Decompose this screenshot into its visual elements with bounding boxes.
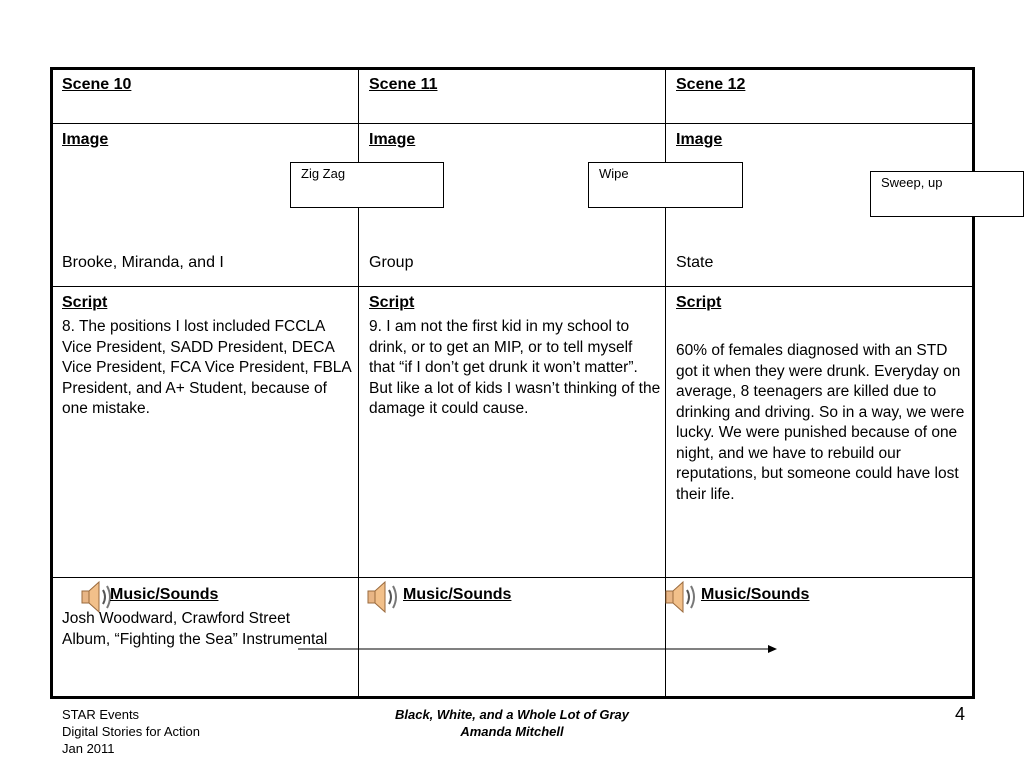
scene-11-script-heading: Script — [369, 294, 415, 311]
scene-12-music-heading: Music/Sounds — [701, 586, 810, 603]
transition-box-wipe — [588, 162, 743, 208]
scene-12-script-heading: Script — [676, 294, 722, 311]
scene-12-header: Scene 12 — [676, 76, 746, 93]
row-divider — [53, 577, 972, 578]
speaker-icon[interactable] — [366, 578, 402, 616]
scene-11-music-heading: Music/Sounds — [403, 586, 512, 603]
scene-10-image-heading: Image — [62, 131, 109, 148]
footer-category: Digital Stories for Action — [62, 724, 201, 739]
speaker-icon[interactable] — [664, 578, 700, 616]
scene-12-image-heading: Image — [676, 131, 723, 148]
scene-12-image-caption: State — [676, 254, 714, 271]
transition-box-sweep-up — [870, 171, 1024, 217]
transition-label: Zig Zag — [301, 166, 346, 181]
scene-11-image-caption: Group — [369, 254, 414, 271]
row-divider — [53, 123, 972, 124]
scene-11-header: Scene 11 — [369, 76, 438, 93]
scene-11-script-text: 9. I am not the first kid in my school to drink, or to get an MIP, or to tell myself that “if I don’t get drunk it won’t matter”. But like a lot of kids I wasn’t thinking of the damage it could cause. — [369, 318, 661, 417]
footer-date: Jan 2011 — [62, 741, 115, 756]
transition-box-zig-zag — [290, 162, 444, 208]
scene-10-image-caption: Brooke, Miranda, and I — [62, 254, 224, 271]
transition-label: Sweep, up — [881, 175, 943, 190]
footer-event: STAR Events — [62, 707, 140, 722]
scene-10-header: Scene 10 — [62, 76, 132, 93]
scene-12-script-text: 60% of females diagnosed with an STD got it when they were drunk. Everyday on average, 8 teenagers are killed due to drinking and driving. So in a way, we were lucky. We were punished because of one night, and we have to rebuild our reputations, but someone could have lost their life. — [676, 342, 965, 503]
scene-10-script-heading: Script — [62, 294, 108, 311]
scene-10-music-heading: Music/Sounds — [110, 586, 219, 603]
footer-title: Black, White, and a Whole Lot of Gray — [394, 707, 630, 722]
footer-left — [62, 706, 200, 757]
footer-center — [362, 706, 662, 740]
continuation-arrow — [298, 642, 780, 656]
page-number: 4 — [954, 704, 965, 724]
transition-label: Wipe — [599, 166, 629, 181]
scene-11-image-heading: Image — [369, 131, 416, 148]
footer-author: Amanda Mitchell — [460, 724, 564, 739]
scene-10-music-text: Josh Woodward, Crawford Street Album, “Fighting the Sea” Instrumental — [62, 610, 328, 648]
scene-10-script-text: 8. The positions I lost included FCCLA Vice President, SADD President, DECA Vice President, FCA Vice President, FBLA President, and A+ Student, because of one mistake. — [62, 318, 351, 417]
row-divider — [53, 286, 972, 287]
